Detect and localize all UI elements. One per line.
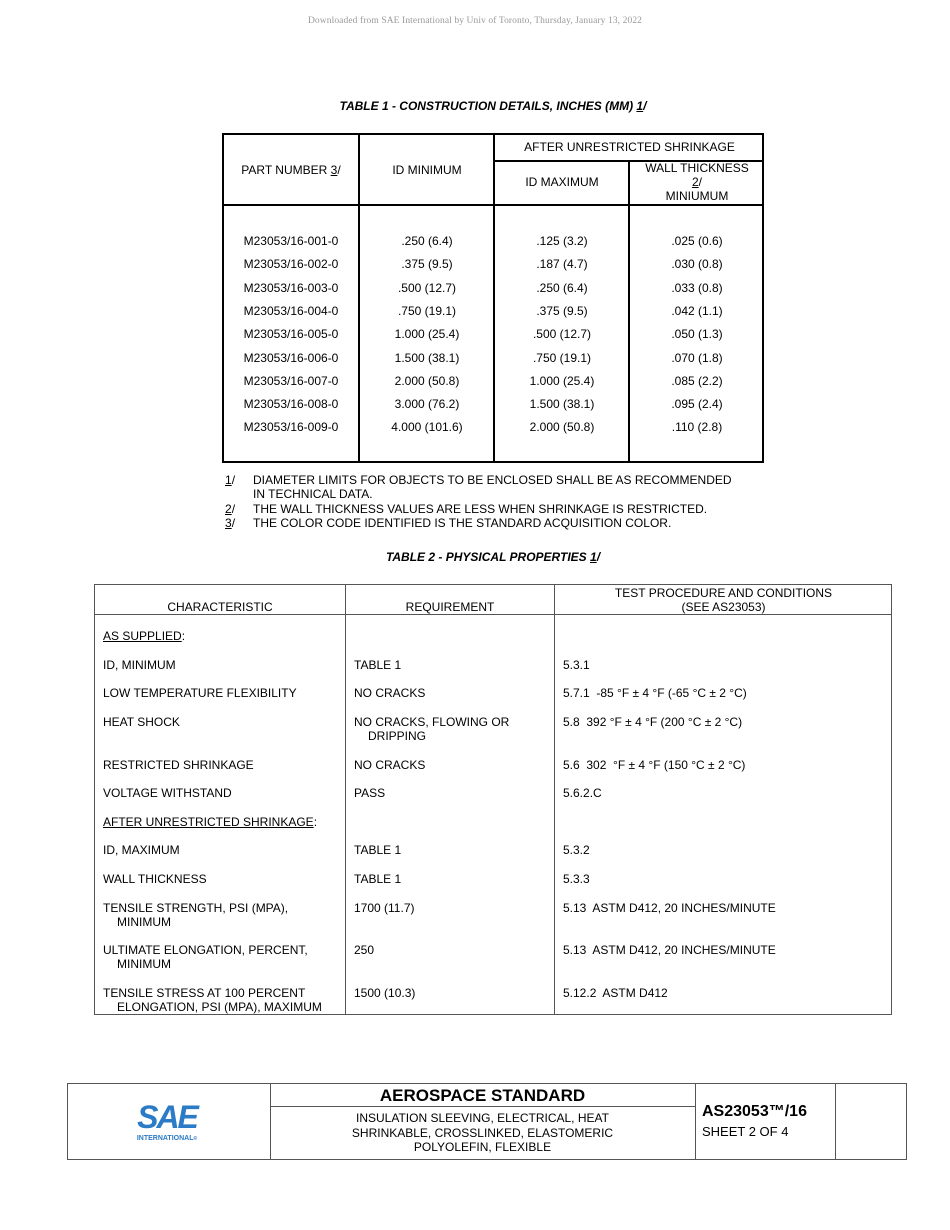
part-number-cell: M23053/16-001-0 <box>243 234 339 248</box>
title-block-divider <box>695 1084 696 1159</box>
subtitle-line1: INSULATION SLEEVING, ELECTRICAL, HEAT <box>356 1111 609 1125</box>
id-minimum-cell: .375 (9.5) <box>401 257 453 272</box>
characteristic-cell <box>103 901 341 930</box>
test-procedure-cell: 5.12.2 ASTM D412 <box>563 986 668 1000</box>
characteristic-line1: WALL THICKNESS <box>103 872 207 886</box>
header-test-procedure <box>555 586 892 614</box>
requirement-line1: NO CRACKS <box>354 758 426 772</box>
characteristic-line1: TENSILE STRENGTH, PSI (MPA), <box>103 901 289 915</box>
test-procedure-cell: 5.6.2.C <box>563 786 602 800</box>
header-part-number-text: PART NUMBER <box>241 163 331 177</box>
id-minimum-cell: 4.000 (101.6) <box>391 420 463 435</box>
id-minimum-cell: 3.000 (76.2) <box>394 397 460 412</box>
characteristic-line2: MINIMUM <box>117 957 171 972</box>
table1-caption-slash: / <box>643 99 647 113</box>
requirement-cell <box>354 715 550 744</box>
part-number-cell: M23053/16-007-0 <box>243 373 339 388</box>
requirement-line1: 1500 (10.3) <box>354 986 416 1000</box>
note-3-slash: / <box>231 515 236 530</box>
id-minimum-cell: 1.500 (38.1) <box>394 350 460 365</box>
wall-thickness-cell: .030 (0.8) <box>671 257 723 272</box>
note-1-line1: DIAMETER LIMITS FOR OBJECTS TO BE ENCLOSED SHALL BE AS RECOMMENDED <box>253 473 732 487</box>
requirement-cell <box>354 843 550 857</box>
table2-caption-slash: / <box>596 550 601 564</box>
id-maximum-cell: .250 (6.4) <box>536 280 588 295</box>
characteristic-cell <box>103 986 341 1015</box>
table1-header-bottom <box>224 204 762 206</box>
characteristic-line1: LOW TEMPERATURE FLEXIBILITY <box>103 686 297 700</box>
note-3-num: 3 <box>225 515 232 530</box>
sae-logo-reg: ® <box>193 1136 198 1142</box>
section-as-supplied <box>103 629 185 643</box>
header-part-number-note: 3 <box>330 163 338 177</box>
id-maximum-cell: 1.000 (25.4) <box>529 373 595 388</box>
id-minimum-cell: .250 (6.4) <box>401 234 453 248</box>
note-1-text <box>253 473 773 502</box>
note-2-number <box>225 502 253 516</box>
section-after-shrinkage-label: AFTER UNRESTRICTED SHRINKAGE <box>103 815 314 829</box>
table2-caption-note: 1 <box>590 550 597 564</box>
title-block-divider <box>835 1084 836 1159</box>
wall-thickness-cell: .070 (1.8) <box>671 350 723 365</box>
part-number-cell: M23053/16-009-0 <box>243 420 339 435</box>
test-procedure-cell: 5.3.2 <box>563 843 590 857</box>
wall-thickness-cell: .085 (2.2) <box>671 373 723 388</box>
wall-thickness-cell: .110 (2.8) <box>671 420 723 435</box>
header-requirement: REQUIREMENT <box>405 600 495 614</box>
header-test-line2: (SEE AS23053) <box>681 600 766 614</box>
header-test-line1: TEST PROCEDURE AND CONDITIONS <box>614 586 833 600</box>
header-wall-thickness-text: WALL THICKNESS <box>645 161 749 175</box>
test-procedure-cell: 5.13 ASTM D412, 20 INCHES/MINUTE <box>563 943 776 957</box>
header-after-shrinkage: AFTER UNRESTRICTED SHRINKAGE <box>524 140 735 154</box>
requirement-line2: DRIPPING <box>368 729 427 744</box>
table2-caption <box>222 550 764 564</box>
id-minimum-cell: .750 (19.1) <box>397 303 457 318</box>
characteristic-cell <box>103 758 341 772</box>
id-maximum-cell: .375 (9.5) <box>536 303 588 318</box>
requirement-line1: NO CRACKS <box>354 686 426 700</box>
requirement-line1: 1700 (11.7) <box>354 901 415 915</box>
document-type-title: AEROSPACE STANDARD <box>270 1084 695 1107</box>
id-maximum-cell: .125 (3.2) <box>536 234 588 248</box>
id-maximum-cell: .500 (12.7) <box>532 327 592 342</box>
header-wall-note-slash: / <box>698 175 703 189</box>
requirement-cell <box>354 943 550 957</box>
header-wall-minimum: MINIUMUM <box>665 189 729 203</box>
characteristic-line1: ULTIMATE ELONGATION, PERCENT, <box>103 943 308 957</box>
table1-caption-text: TABLE 1 - CONSTRUCTION DETAILS, INCHES (MM) <box>339 99 637 113</box>
test-procedure-cell: 5.13 ASTM D412, 20 INCHES/MINUTE <box>563 901 776 915</box>
requirement-cell <box>354 872 550 886</box>
section-after-shrinkage-colon: : <box>313 815 318 829</box>
note-3-number <box>225 516 253 530</box>
characteristic-line1: HEAT SHOCK <box>103 715 180 729</box>
header-id-maximum: ID MAXIMUM <box>525 175 599 189</box>
sae-logo <box>136 1098 200 1142</box>
note-1-slash: / <box>231 473 236 487</box>
id-maximum-cell: .187 (4.7) <box>536 257 588 272</box>
characteristic-cell <box>103 786 341 800</box>
requirement-line1: TABLE 1 <box>354 843 402 857</box>
subtitle-line2: SHRINKABLE, CROSSLINKED, ELASTOMERIC <box>351 1125 614 1140</box>
requirement-line1: PASS <box>354 786 386 800</box>
table1-notes <box>225 473 773 530</box>
subtitle-line3: POLYOLEFIN, FLEXIBLE <box>413 1140 552 1154</box>
requirement-cell <box>354 686 550 700</box>
note-1-number <box>225 473 253 502</box>
characteristic-line2: MINIMUM <box>117 915 171 930</box>
characteristic-line1: TENSILE STRESS AT 100 PERCENT <box>103 986 306 1000</box>
characteristic-line1: ID, MINIMUM <box>103 658 176 672</box>
table2-header-bottom <box>95 614 891 615</box>
sae-logo-sub <box>137 1135 198 1142</box>
note-3-text: THE COLOR CODE IDENTIFIED IS THE STANDARD ACQUISITION COLOR. <box>253 515 672 530</box>
wall-thickness-cell: .042 (1.1) <box>671 303 723 318</box>
construction-details-table <box>222 133 764 463</box>
table2-col-divider <box>554 585 555 1014</box>
characteristic-cell <box>103 658 341 672</box>
download-watermark: Downloaded from SAE International by Univ of Toronto, Thursday, January 13, 2022 <box>307 16 643 26</box>
header-wall-note-num: 2 <box>691 175 699 189</box>
part-number-cell: M23053/16-006-0 <box>243 350 339 365</box>
wall-thickness-cell: .095 (2.4) <box>671 397 723 412</box>
characteristic-line1: VOLTAGE WITHSTAND <box>103 786 232 800</box>
requirement-cell <box>354 986 550 1000</box>
header-wall-thickness <box>630 161 764 203</box>
sae-logo-sub-text: INTERNATIONAL <box>136 1135 194 1142</box>
physical-properties-table <box>94 584 892 1015</box>
table1-col-divider <box>358 135 360 461</box>
document-number: AS23053™/16 <box>702 1103 807 1120</box>
requirement-cell <box>354 658 550 672</box>
test-procedure-cell: 5.3.3 <box>563 872 590 886</box>
characteristic-line2: ELONGATION, PSI (MPA), MAXIMUM <box>117 1000 322 1015</box>
section-after-shrinkage <box>103 815 317 829</box>
id-minimum-cell: 2.000 (50.8) <box>394 373 460 388</box>
id-maximum-cell: .750 (19.1) <box>532 350 592 365</box>
sheet-number: SHEET 2 OF 4 <box>702 1124 789 1139</box>
characteristic-cell <box>103 715 341 729</box>
characteristic-line1: ID, MAXIMUM <box>103 843 180 857</box>
characteristic-cell <box>103 686 341 700</box>
header-wall-note <box>630 175 764 189</box>
part-number-cell: M23053/16-002-0 <box>243 257 339 272</box>
test-procedure-cell: 5.8 392 °F ± 4 °F (200 °C ± 2 °C) <box>563 715 743 729</box>
requirement-line1: TABLE 1 <box>354 658 402 672</box>
part-number-cell: M23053/16-004-0 <box>243 303 339 318</box>
wall-thickness-cell: .050 (1.3) <box>671 327 723 342</box>
header-characteristic: CHARACTERISTIC <box>167 600 273 614</box>
id-maximum-cell: 1.500 (38.1) <box>529 397 595 412</box>
sae-logo-mark: SAE <box>137 1099 197 1135</box>
note-1 <box>225 473 773 502</box>
id-maximum-cell: 2.000 (50.8) <box>529 420 595 435</box>
characteristic-cell <box>103 943 341 972</box>
table1-caption <box>222 99 764 113</box>
header-part-number-slash: / <box>337 163 341 177</box>
title-block <box>67 1083 907 1160</box>
part-number-cell: M23053/16-003-0 <box>243 280 339 295</box>
note-1-num: 1 <box>225 473 232 487</box>
requirement-cell <box>354 786 550 800</box>
note-3 <box>225 516 773 530</box>
characteristic-cell <box>103 872 341 886</box>
requirement-line1: NO CRACKS, FLOWING OR <box>354 715 510 729</box>
test-procedure-cell: 5.3.1 <box>563 658 590 672</box>
id-minimum-cell: .500 (12.7) <box>397 280 457 295</box>
requirement-line1: 250 <box>354 943 375 957</box>
id-minimum-cell: 1.000 (25.4) <box>394 327 460 342</box>
part-number-cell: M23053/16-005-0 <box>243 327 339 342</box>
header-part-number <box>224 163 358 177</box>
requirement-cell <box>354 758 550 772</box>
table2-caption-text: TABLE 2 - PHYSICAL PROPERTIES <box>385 550 590 564</box>
test-procedure-cell: 5.6 302 °F ± 4 °F (150 °C ± 2 °C) <box>563 758 746 772</box>
note-2-num: 2 <box>225 501 232 516</box>
section-as-supplied-label: AS SUPPLIED <box>103 629 182 643</box>
characteristic-line1: RESTRICTED SHRINKAGE <box>103 758 254 772</box>
note-2 <box>225 502 773 516</box>
section-as-supplied-colon: : <box>181 629 186 643</box>
test-procedure-cell: 5.7.1 -85 °F ± 4 °F (-65 °C ± 2 °C) <box>563 686 747 700</box>
header-id-minimum: ID MINIMUM <box>392 163 462 177</box>
note-2-slash: / <box>231 501 236 516</box>
table1-caption-note: 1 <box>636 99 644 113</box>
part-number-cell: M23053/16-008-0 <box>243 397 339 412</box>
wall-thickness-cell: .025 (0.6) <box>671 234 723 248</box>
requirement-cell <box>354 901 550 915</box>
document-subtitle <box>270 1111 695 1155</box>
characteristic-cell <box>103 843 341 857</box>
note-1-line2: IN TECHNICAL DATA. <box>253 487 373 502</box>
note-2-text: THE WALL THICKNESS VALUES ARE LESS WHEN SHRINKAGE IS RESTRICTED. <box>253 501 708 516</box>
requirement-line1: TABLE 1 <box>354 872 402 886</box>
table2-col-divider <box>345 585 346 1014</box>
wall-thickness-cell: .033 (0.8) <box>671 280 723 295</box>
